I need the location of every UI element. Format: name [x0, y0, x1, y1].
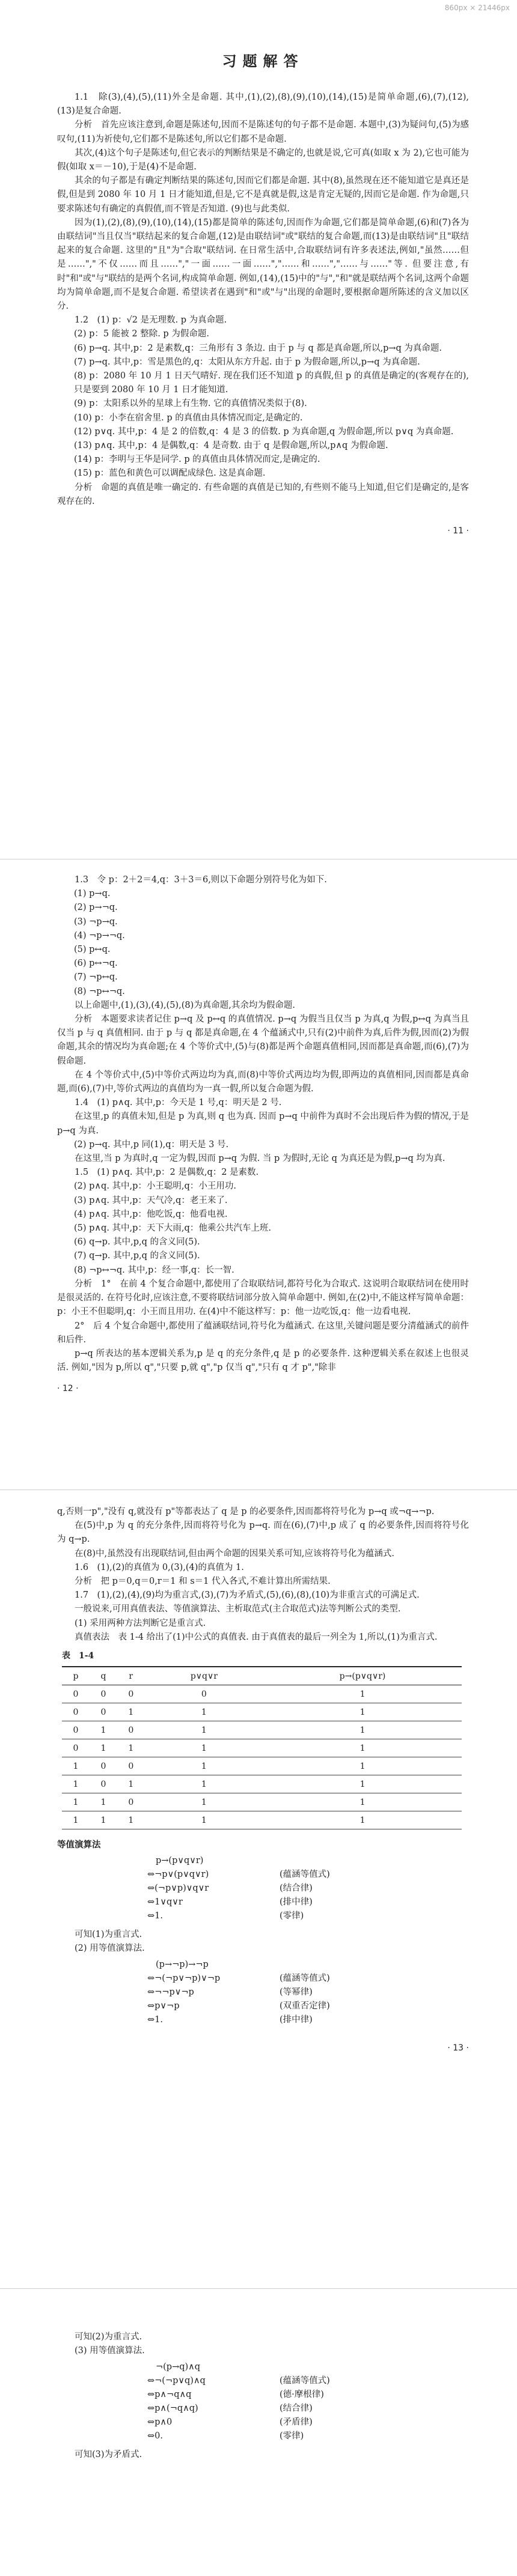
table-caption: 表 1-4 — [62, 1651, 94, 1661]
table-cell: 0 — [62, 1685, 90, 1703]
table-cell: 1 — [145, 1739, 263, 1757]
formula-step: ⇔p∧(¬q∧q) — [147, 2404, 198, 2414]
table-cell: 1 — [145, 1757, 263, 1775]
answer-item: (14) p：李明与王华是同学. p 的真值由具体情况而定,是确定的. — [74, 455, 320, 465]
table-header: q — [90, 1667, 117, 1685]
law-label: (结合律) — [280, 1884, 313, 1894]
text-para: 可知(3)为矛盾式. — [75, 2450, 142, 2460]
law-label: (零律) — [280, 2431, 304, 2441]
derivation — [147, 1958, 469, 2027]
analysis-para: 在 4 个等价式中,(5)中等价式两边均为真,而(8)中等价式两边均为假,即两边的真值相同,因而都是真命题,而(6),(7)中,等价式两边的真值均为一真一假,所以复合命题为假. — [57, 1070, 469, 1094]
answer-1-2: 1.2 (1) p：√2 是无理数. p 为真命题. — [75, 315, 227, 326]
table-cell: 1 — [117, 1811, 145, 1829]
formula-step: ⇔¬(¬p∨¬p)∨¬p — [147, 1974, 221, 1984]
page-number: · 11 · — [447, 526, 469, 536]
text-para: 可知(1)为重言式. — [75, 1930, 142, 1940]
table-cell: 0 — [117, 1793, 145, 1811]
analysis-para: 分析 把 p＝0,q＝0,r＝1 和 s＝1 代入各式,不难计算出所需结果. — [75, 1577, 331, 1587]
text-para: 可知(2)为重言式. — [75, 2332, 142, 2342]
text-para: (2) 用等值演算法. — [75, 1944, 145, 1954]
table-cell: 0 — [90, 1775, 117, 1793]
page-size-indicator: 860px × 21446px — [444, 4, 510, 12]
formula: ¬(p→q)∧q — [156, 2362, 201, 2372]
table-cell: 1 — [62, 1775, 90, 1793]
analysis-para: 其次,(4)这个句子是陈述句,但它表示的判断结果是不确定的,也就是说,它可真(如取 x 为 2),它也可能为假(如取 x＝－10),于是(4)不是命题. — [57, 148, 469, 172]
law-label: (结合律) — [280, 2404, 313, 2414]
analysis-para: p→q 所表达的基本逻辑关系为,p 是 q 的充分条件,q 是 p 的必要条件. 这种逻辑关系在叙述上也很灵活. 例如,"因为 p,所以 q","只要 p,就 q","p 仅当 q","只有 q 才 p","除非 — [57, 1348, 469, 1373]
formula-step: ⇔¬¬p∨¬p — [147, 1987, 194, 1998]
formula-step: ⇔p∧0 — [147, 2417, 173, 2428]
page-12 — [0, 865, 517, 1483]
table-cell: 0 — [90, 1685, 117, 1703]
law-label: (排中律) — [280, 2015, 313, 2025]
table-cell: 1 — [90, 1739, 117, 1757]
table-cell: 1 — [62, 1811, 90, 1829]
table-cell: 0 — [62, 1721, 90, 1739]
table-row — [62, 1811, 462, 1829]
table-row — [62, 1775, 462, 1793]
answer-item: (15) p：蓝色和黄色可以调配成绿色. 这是真命题. — [74, 468, 266, 479]
table-cell: 0 — [62, 1703, 90, 1721]
formula-step: ⇔0. — [147, 2431, 163, 2441]
answer-item: (5) p∧q. 其中,p：天下大雨,q：他乘公共汽车上班. — [74, 1223, 271, 1234]
table-row — [62, 1721, 462, 1739]
answer-item: (8) ¬p↔¬q. 其中,p：经一事,q：长一智. — [74, 1265, 234, 1275]
answer-item: (2) p→q. 其中,p 同(1),q：明天是 3 号. — [74, 1139, 229, 1150]
formula-step: ⇔p∧¬q∧q — [147, 2390, 192, 2400]
table-cell: 1 — [145, 1811, 263, 1829]
table-cell: 1 — [90, 1811, 117, 1829]
table-header: r — [117, 1667, 145, 1685]
law-label: (矛盾律) — [280, 2417, 313, 2428]
formula-step: ⇔1. — [147, 2015, 163, 2025]
page-11 — [0, 0, 517, 856]
answer-1-1: 1.1 除(3),(4),(5),(11)外全是命题. 其中,(1),(2),(8),(9),(10),(14),(15)是简单命题,(6),(7),(12),(13)是复合命题. — [57, 92, 469, 117]
table-cell: 1 — [117, 1703, 145, 1721]
table-cell: 1 — [90, 1721, 117, 1739]
analysis-para: 分析 命题的真值是唯一确定的. 有些命题的真值是已知的,有些则不能马上知道,但它们是确定的,是客观存在的. — [57, 482, 469, 506]
table-row — [62, 1703, 462, 1721]
answer-1-6: 1.6 (1),(2)的真值为 0,(3),(4)的真值为 1. — [75, 1562, 244, 1572]
table-cell: 0 — [117, 1721, 145, 1739]
table-row — [62, 1757, 462, 1775]
answer-item: (3) p∧q. 其中,p：天气冷,q：老王来了. — [74, 1195, 228, 1205]
analysis-para: 因为(1),(2),(8),(9),(10),(14),(15)都是简单的陈述句,因而作为命题,它们都是简单命题,(6)和(7)各为由联结词"当且仅当"联结起来的复合命题,(12)是由联结词"或"联结的复合命题,而(13)是由联结词"且"联结起来的复合命题. 这里的"且"为"合取"联结词. 在日常生活中,合取联结词有许多表述法,例如,"虽然……但是……","不仅……而且……","一面……一面……","……和……","……与……"等. 但要注意,有时"和"或"与"联结的是两个名词,构成简单命题. 例如,(14),(15)中的"与","和"就是联结两个名词,这两个命题均为简单命题,而不是复合命题. 希望读者在遇到"和"或"与"出现的命题时,要根据命题所陈述的含义加以区分. — [57, 217, 469, 312]
law-label: (蕴涵等值式) — [280, 1870, 330, 1880]
text-para: (1) 采用两种方法判断它是重言式. — [75, 1618, 206, 1628]
table-cell: 1 — [145, 1793, 263, 1811]
page-14 — [0, 2294, 517, 2576]
table-row — [62, 1739, 462, 1757]
section-heading: 等值演算法 — [57, 1840, 101, 1850]
list-item: (3) ¬p→q. — [74, 917, 118, 927]
table-cell: 0 — [90, 1703, 117, 1721]
formula-step: ⇔1. — [147, 1911, 163, 1921]
formula: p→(p∨q∨r) — [156, 1856, 204, 1866]
table-row — [62, 1685, 462, 1703]
analysis-para: 其余的句子都是有确定判断结果的陈述句,因而它们都是命题. 其中(8),虽然现在还不能知道它是真还是假,但是到 2080 年 10 月 1 日才能知道,但是,它不是真就是假,这是肯定无疑的,因而它是命题. 作为命题,只要求陈述句有确定的真假值,而不管是否知道. (9)也与此类似. — [57, 176, 469, 214]
analysis-para: 分析 1° 在前 4 个复合命题中,都使用了合取联结词,都符号化为合取式. 这说明合取联结词在使用时是很灵活的. 在符号化时,应该注意,不要将联结词部分放入简单命题中. 例如,在(2)中,不能这样写简单命题：p：小王不但聪明,q：小王而且用功. 在(4)中不能这样写：p：他一边吃饭,q：他一边看电视. — [57, 1279, 469, 1317]
law-label: (德·摩根律) — [280, 2390, 324, 2400]
answer-item: (10) p：小李在宿舍里. p 的真值由具体情况而定,是确定的. — [74, 413, 303, 423]
answer-1-5: 1.5 (1) p∧q. 其中,p：2 是偶数,q：2 是素数. — [75, 1168, 259, 1178]
analysis-para: 分析 本题要求读者记住 p→q 及 p↔q 的真值情况. p→q 为假当且仅当 p 为真,q 为假,p↔q 为真当且仅当 p 与 q 真值相同. 由于 p 与 q 都是真命题,在 4 个蕴涵式中,只有(2)中前件为真,后件为假,因而(2)为假命题,其余的情况均为真命题;在 4 个等价式中,(5)与(8)都是两个命题真值相同,因而都是真命题,而(6),(7)为假命题. — [57, 1014, 469, 1066]
table-header: p — [62, 1667, 90, 1685]
text-para: 在(5)中,p 为 q 的充分条件,因而将符号化为 p→q. 而在(6),(7)中,p 成了 q 的必要条件,因而将符号化为 q→p. — [57, 1521, 469, 1545]
formula-step: ⇔(¬p∨p)∨q∨r — [147, 1884, 209, 1894]
answer-item: (4) p∧q. 其中,p：他吃饭,q：他看电视. — [74, 1209, 228, 1219]
answer-item: (13) p∧q. 其中,p：4 是偶数,q：4 是奇数. 由于 q 是假命题,所以,p∧q 为假命题. — [74, 441, 388, 451]
list-item: (1) p→q. — [74, 889, 111, 899]
text-para: (3) 用等值演算法. — [75, 2346, 145, 2356]
table-cell: 1 — [145, 1775, 263, 1793]
list-item: (5) p↔q. — [74, 945, 111, 955]
law-label: (双重否定律) — [280, 2001, 330, 2011]
table-cell: 1 — [263, 1703, 462, 1721]
list-item: (2) p→¬q. — [74, 903, 118, 913]
truth-table — [62, 1666, 462, 1829]
table-row — [62, 1793, 462, 1811]
formula: (p→¬p)→¬p — [156, 1960, 209, 1970]
table-cell: 1 — [117, 1739, 145, 1757]
formula-step: ⇔¬p∨(p∨q∨r) — [147, 1870, 209, 1880]
answer-item: (6) q→p. 其中,p,q 的含义同(5). — [74, 1237, 200, 1247]
analysis-para: 2° 后 4 个复合命题中,都使用了蕴涵联结词,符号化为蕴涵式. 在这里,关键问题是要分清蕴涵式的前件和后件. — [57, 1321, 469, 1345]
list-item: (6) p↔¬q. — [74, 959, 118, 969]
table-cell: 1 — [263, 1775, 462, 1793]
table-cell: 0 — [90, 1757, 117, 1775]
table-cell: 1 — [263, 1793, 462, 1811]
page-13 — [0, 1496, 517, 2282]
answer-item: (2) p：5 能被 2 整除. p 为假命题. — [74, 329, 209, 339]
list-item: (7) ¬p↔q. — [74, 972, 118, 983]
table-cell: 1 — [90, 1793, 117, 1811]
answer-item: (7) p→q. 其中,p：雪是黑色的,q：太阳从东方升起. 由于 p 为假命题,所以,p→q 为真命题. — [74, 357, 420, 367]
table-cell: 1 — [263, 1757, 462, 1775]
page-number: · 13 · — [447, 2043, 469, 2053]
table-cell: 1 — [263, 1739, 462, 1757]
answer-item: (7) q→p. 其中,p,q 的含义同(5). — [74, 1251, 200, 1261]
text-para: 以上命题中,(1),(3),(4),(5),(8)为真命题,其余均为假命题. — [75, 1000, 295, 1010]
formula-step: ⇔p∨¬p — [147, 2001, 180, 2011]
text-para: q,否则一p","没有 q,就没有 p"等都表达了 q 是 p 的必要条件,因而都将符号化为 p→q 或¬q→¬p. — [57, 1507, 435, 1517]
law-label: (排中律) — [280, 1897, 313, 1908]
text-para: 在这里,当 p 为真时,q 一定为假,因而 p→q 为假. 当 p 为假时,无论 q 为真还是为假,p→q 均为真. — [75, 1154, 445, 1164]
answer-1-3: 1.3 令 p：2＋2＝4,q：3＋3＝6,则以下命题分别符号化为如下. — [75, 875, 327, 885]
answer-item: (12) p∨q. 其中,p：4 是 2 的倍数,q：4 是 3 的倍数. p 为真命题,q 为假命题,所以 p∨q 为真命题. — [74, 426, 454, 437]
text-para: 在这里,p 的真值未知,但是 p 为真,则 q 也为真. 因而 p→q 中前件为真时不会出现后件为假的情况,于是 p→q 为真. — [57, 1112, 469, 1136]
table-cell: 0 — [117, 1757, 145, 1775]
table-cell: 1 — [263, 1721, 462, 1739]
formula-step: ⇔¬(¬p∨q)∧q — [147, 2376, 206, 2386]
page-number: · 12 · — [57, 1384, 79, 1394]
list-item: (4) ¬p→¬q. — [74, 930, 125, 941]
answer-1-4: 1.4 (1) p∧q. 其中,p：今天是 1 号,q：明天是 2 号. — [75, 1098, 282, 1108]
table-cell: 1 — [145, 1721, 263, 1739]
law-label: (零律) — [280, 1911, 304, 1921]
table-header: p∨q∨r — [145, 1667, 263, 1685]
page-title: 习题解答 — [222, 52, 304, 70]
answer-item: (6) p→q. 其中,p：2 是素数,q：三角形有 3 条边. 由于 p 与 q 都是真命题,所以,p→q 为真命题. — [74, 343, 442, 353]
table-cell: 1 — [117, 1775, 145, 1793]
derivation — [147, 2360, 469, 2443]
table-cell: 0 — [145, 1685, 263, 1703]
table-cell: 1 — [263, 1811, 462, 1829]
table-cell: 1 — [263, 1685, 462, 1703]
answer-item: (9) p：太阳系以外的星球上有生物. 它的真值情况类似于(8). — [74, 399, 307, 409]
law-label: (蕴涵等值式) — [280, 2376, 330, 2386]
text-para: 一般说来,可用真值表法、等值演算法、主析取范式(主合取范式)法等判断公式的类型. — [75, 1604, 401, 1614]
table-cell: 0 — [117, 1685, 145, 1703]
table-cell: 0 — [62, 1739, 90, 1757]
answer-item: (2) p∧q. 其中,p：小王聪明,q：小王用功. — [74, 1181, 236, 1192]
list-item: (8) ¬p↔¬q. — [74, 986, 125, 996]
text-para: 在(8)中,虽然没有出现联结词,但由两个命题的因果关系可知,应该将符号化为蕴涵式. — [75, 1548, 394, 1559]
derivation — [147, 1854, 469, 1923]
law-label: (等幂律) — [280, 1987, 313, 1998]
answer-1-7: 1.7 (1),(2),(4),(9)均为重言式,(3),(7)为矛盾式,(5),(6),(8),(10)为非重言式的可满足式. — [75, 1590, 420, 1601]
answer-item: (8) p：2080 年 10 月 1 日天气晴好. 现在我们还不知道 p 的真假,但 p 的真值是确定的(客观存在的),只是要到 2080 年 10 月 1 日才能知道. — [74, 371, 469, 395]
law-label: (蕴涵等值式) — [280, 1974, 330, 1984]
table-header: p→(p∨q∨r) — [263, 1667, 462, 1685]
text-para: 真值表法 表 1-4 给出了(1)中公式的真值表. 由于真值表的最后一列全为 1,所以,(1)为重言式. — [75, 1632, 438, 1642]
formula-step: ⇔1∨q∨r — [147, 1897, 183, 1908]
table-cell: 1 — [62, 1757, 90, 1775]
table-cell: 1 — [145, 1703, 263, 1721]
table-cell: 1 — [62, 1793, 90, 1811]
page-divider — [0, 2288, 517, 2289]
analysis-para: 分析 首先应该注意到,命题是陈述句,因而不是陈述句的句子都不是命题. 本题中,(3)为疑问句,(5)为感叹句,(11)为祈使句,它们都不是陈述句,所以它们都不是命题. — [57, 120, 469, 144]
